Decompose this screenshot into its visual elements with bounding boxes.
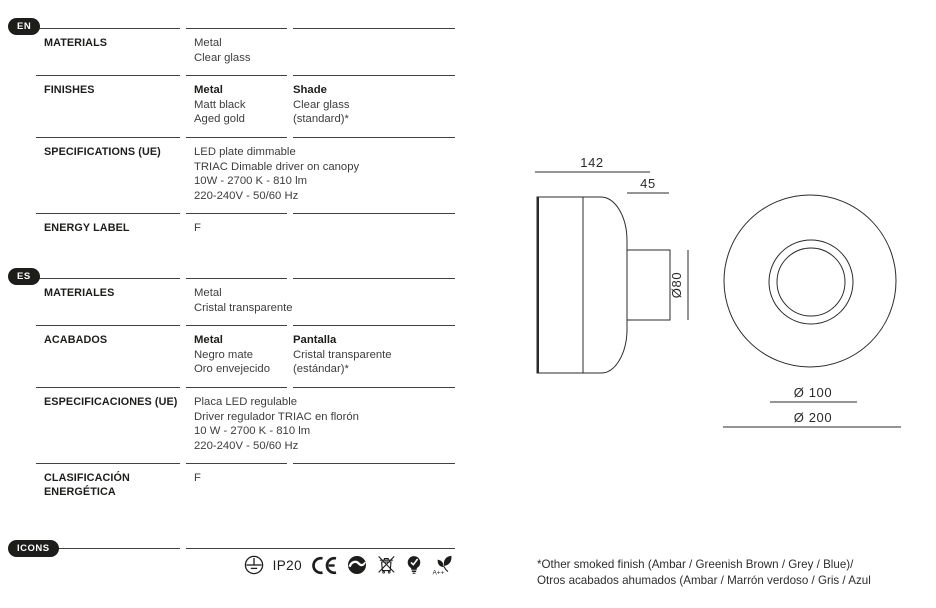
- value-line: TRIAC Dimable driver on canopy: [194, 160, 360, 173]
- value-line: Clear glass: [293, 98, 350, 111]
- value-line: (estándar)*: [293, 363, 349, 376]
- value-line: (standard)*: [293, 113, 349, 126]
- row-values-pantalla: [293, 325, 455, 387]
- row-empty-cell: [293, 213, 455, 246]
- value-line: Placa LED regulable: [194, 395, 297, 408]
- table-row-materials: [36, 28, 455, 75]
- row-empty-cell: [293, 278, 455, 325]
- weee-bin-icon: [376, 555, 397, 575]
- value-line: Cristal transparente: [293, 348, 392, 361]
- table-row-specifications: [36, 137, 455, 213]
- dim-label-width: 142: [580, 155, 604, 170]
- row-label: MATERIALES: [36, 278, 180, 325]
- footnote-line-es: Otros acabados ahumados (Ambar / Marrón verdoso / Gris / Azul: [537, 573, 871, 587]
- row-label: SPECIFICATIONS (UE): [36, 137, 180, 213]
- front-view-inner-circle: [777, 248, 845, 316]
- table-row-especificaciones: [36, 387, 455, 463]
- icons-tag: ICONS: [8, 540, 59, 557]
- value-line: Driver regulador TRIAC en florón: [194, 410, 359, 423]
- row-values-shade: [293, 75, 455, 137]
- energy-class-label: A++: [432, 569, 445, 576]
- value-line: 220-240V - 50/60 Hz: [194, 189, 299, 202]
- value-line: Cristal transparente: [194, 301, 293, 314]
- footnote: [537, 557, 871, 588]
- column-subheader: Metal: [194, 84, 223, 97]
- green-dot-recycle-icon: [347, 555, 367, 575]
- value-line: Metal: [194, 37, 222, 49]
- value-line: LED plate dimmable: [194, 145, 296, 158]
- section-es: [8, 271, 455, 509]
- section-icons: [8, 540, 455, 576]
- front-view-outer-circle: [724, 195, 896, 367]
- row-values-metal: [186, 325, 287, 387]
- value-line: Aged gold: [194, 113, 245, 126]
- table-row-acabados: [36, 325, 455, 387]
- row-label: MATERIALS: [36, 28, 180, 75]
- column-subheader: Metal: [194, 334, 223, 347]
- column-subheader: Pantalla: [293, 334, 337, 347]
- table-row-materiales: [36, 278, 455, 325]
- value-line: Oro envejecido: [194, 363, 270, 376]
- ce-mark-icon: [311, 556, 338, 575]
- spec-table-es: [36, 278, 455, 509]
- table-row-finishes: [36, 75, 455, 137]
- column-subheader: Shade: [293, 84, 327, 97]
- bulb-check-icon: [406, 555, 422, 575]
- spec-table-en: [36, 28, 455, 246]
- row-values-metal: [186, 75, 287, 137]
- table-row-clasificacion: [36, 463, 455, 509]
- value-line: F: [194, 472, 201, 485]
- row-values: [186, 213, 287, 246]
- value-line: 10W - 2700 K - 810 lm: [194, 175, 308, 188]
- technical-drawing: [520, 135, 930, 455]
- value-line: Negro mate: [194, 348, 254, 361]
- table-row-energy-label: [36, 213, 455, 246]
- value-line: Clear glass: [194, 51, 251, 64]
- front-view-middle-circle: [769, 240, 853, 324]
- row-values: [186, 387, 359, 463]
- row-values: [186, 137, 360, 213]
- row-empty-cell: [293, 137, 455, 213]
- footnote-line-en: *Other smoked finish (Ambar / Greenish Brown / Grey / Blue)/: [537, 558, 854, 571]
- energy-leaf-icon: [431, 554, 455, 576]
- side-view-plate: [537, 197, 583, 373]
- row-label: ACABADOS: [36, 325, 180, 387]
- icons-divider-line: [36, 548, 455, 549]
- side-view-socket: [627, 250, 670, 320]
- value-line: Matt black: [194, 98, 246, 111]
- earth-ground-icon: [244, 555, 264, 575]
- row-label: ENERGY LABEL: [36, 213, 180, 246]
- dim-label-inner-diameter: Ø 100: [793, 385, 833, 400]
- row-values: [186, 278, 293, 325]
- row-empty-cell: [293, 463, 455, 509]
- value-line: 10 W - 2700 K - 810 lm: [194, 425, 311, 438]
- language-tag-en: EN: [8, 18, 40, 35]
- value-line: 220-240V - 50/60 Hz: [194, 439, 299, 452]
- dim-label-depth: 45: [640, 176, 656, 191]
- row-values: [186, 28, 287, 75]
- row-label: CLASIFICACIÓN ENERGÉTICA: [36, 463, 180, 509]
- row-label: ESPECIFICACIONES (UE): [36, 387, 180, 463]
- value-line: F: [194, 222, 201, 235]
- row-empty-cell: [293, 28, 455, 75]
- dim-label-socket: Ø80: [669, 271, 684, 299]
- side-view-dome: [583, 197, 627, 373]
- ip-rating-label: IP20: [272, 557, 302, 573]
- dim-label-outer-diameter: Ø 200: [793, 410, 833, 425]
- value-line: Metal: [194, 287, 222, 299]
- language-tag-es: ES: [8, 268, 40, 285]
- row-values: [186, 463, 287, 509]
- row-empty-cell: [293, 387, 455, 463]
- section-en: [8, 21, 455, 246]
- certification-icons-row: [36, 554, 455, 576]
- row-label: FINISHES: [36, 75, 180, 137]
